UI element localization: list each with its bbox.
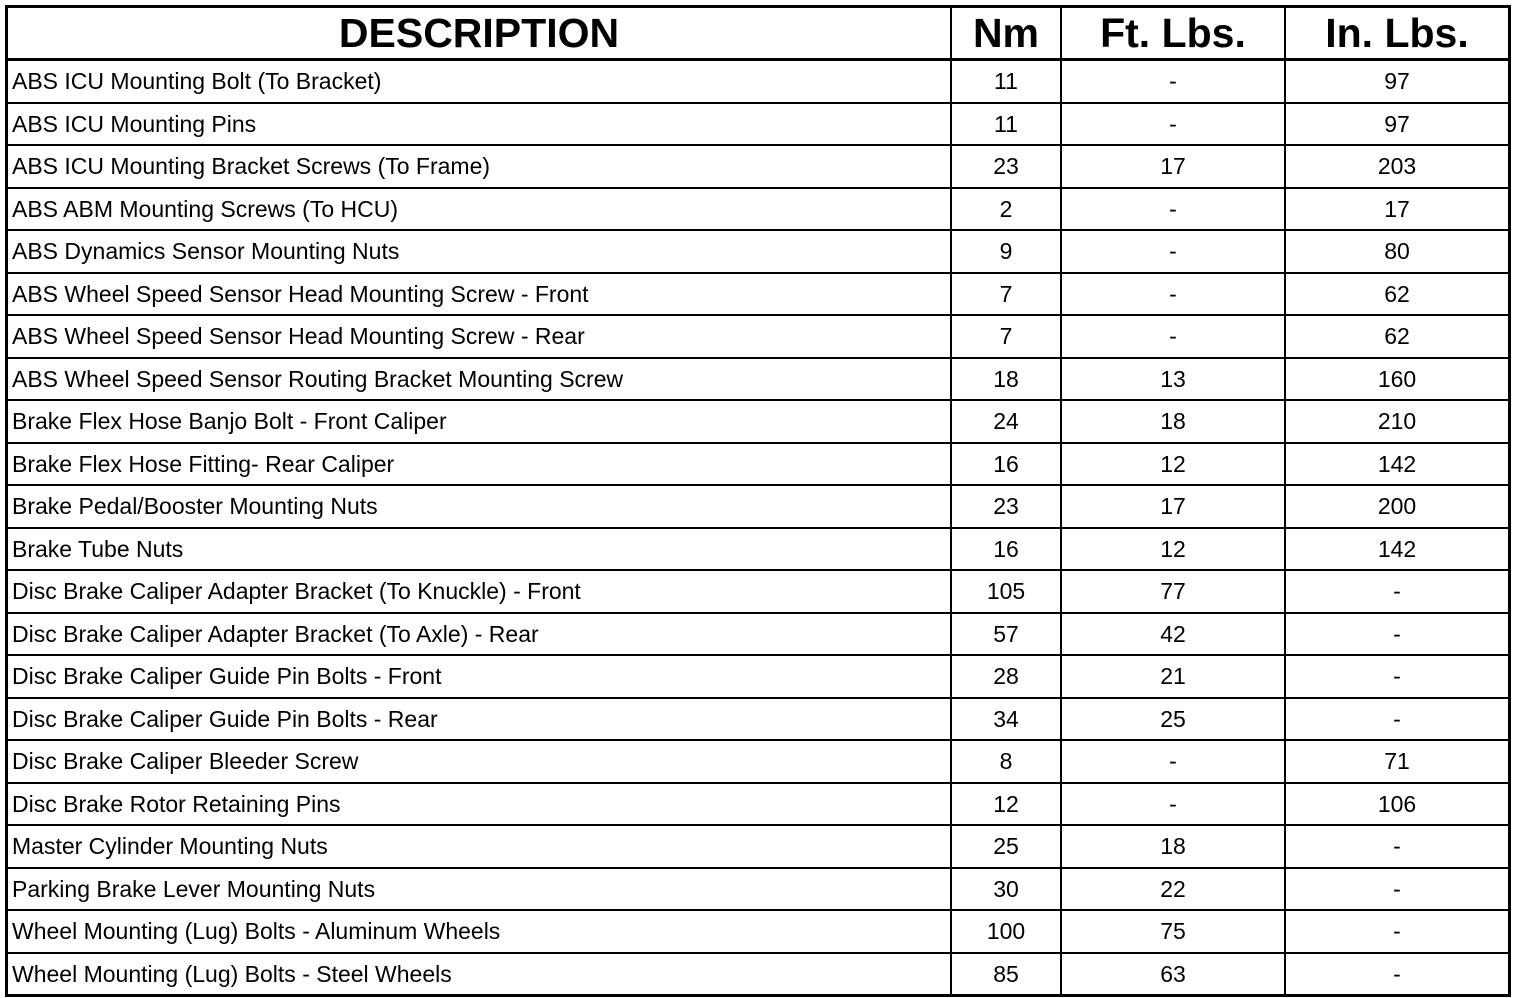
cell-nm: 34	[951, 698, 1061, 741]
table-row	[8, 485, 1508, 528]
table-row	[8, 230, 1508, 273]
cell-in-lbs: 97	[1285, 103, 1508, 146]
cell-nm: 18	[951, 358, 1061, 401]
cell-description: Disc Brake Caliper Adapter Bracket (To Knuckle) - Front	[8, 570, 951, 613]
cell-nm: 11	[951, 103, 1061, 146]
column-header-nm: Nm	[951, 8, 1061, 60]
table-row	[8, 103, 1508, 146]
cell-description: Brake Flex Hose Fitting- Rear Caliper	[8, 443, 951, 486]
cell-in-lbs: -	[1285, 825, 1508, 868]
table-row	[8, 443, 1508, 486]
table-row	[8, 273, 1508, 316]
table-header	[8, 8, 1508, 60]
cell-nm: 57	[951, 613, 1061, 656]
table-row	[8, 613, 1508, 656]
cell-in-lbs: 142	[1285, 528, 1508, 571]
cell-ft-lbs: -	[1061, 103, 1285, 146]
cell-ft-lbs: 42	[1061, 613, 1285, 656]
torque-spec-sheet	[5, 5, 1511, 997]
cell-in-lbs: -	[1285, 910, 1508, 953]
cell-description: Wheel Mounting (Lug) Bolts - Aluminum Wheels	[8, 910, 951, 953]
cell-nm: 100	[951, 910, 1061, 953]
table-row	[8, 528, 1508, 571]
cell-in-lbs: 203	[1285, 145, 1508, 188]
cell-description: ABS Wheel Speed Sensor Routing Bracket Mounting Screw	[8, 358, 951, 401]
cell-nm: 23	[951, 145, 1061, 188]
cell-in-lbs: 160	[1285, 358, 1508, 401]
cell-in-lbs: -	[1285, 655, 1508, 698]
cell-in-lbs: 142	[1285, 443, 1508, 486]
table-row	[8, 60, 1508, 103]
table-row	[8, 570, 1508, 613]
cell-ft-lbs: -	[1061, 188, 1285, 231]
cell-ft-lbs: -	[1061, 273, 1285, 316]
table-row	[8, 953, 1508, 995]
cell-description: ABS Wheel Speed Sensor Head Mounting Screw - Rear	[8, 315, 951, 358]
cell-description: Disc Brake Caliper Bleeder Screw	[8, 740, 951, 783]
table-row	[8, 188, 1508, 231]
cell-in-lbs: 17	[1285, 188, 1508, 231]
cell-description: ABS ICU Mounting Pins	[8, 103, 951, 146]
table-row	[8, 400, 1508, 443]
cell-ft-lbs: -	[1061, 740, 1285, 783]
cell-in-lbs: -	[1285, 868, 1508, 911]
cell-ft-lbs: 63	[1061, 953, 1285, 995]
table-row	[8, 315, 1508, 358]
cell-description: Brake Pedal/Booster Mounting Nuts	[8, 485, 951, 528]
cell-ft-lbs: -	[1061, 60, 1285, 103]
table-row	[8, 145, 1508, 188]
cell-in-lbs: -	[1285, 698, 1508, 741]
cell-in-lbs: -	[1393, 960, 1401, 987]
cell-in-lbs: -	[1285, 570, 1508, 613]
cell-description: ABS Wheel Speed Sensor Head Mounting Screw - Front	[8, 273, 951, 316]
cell-in-lbs: 200	[1285, 485, 1508, 528]
cell-nm: 85	[951, 953, 1061, 995]
cell-ft-lbs: 22	[1061, 868, 1285, 911]
cell-ft-lbs: 12	[1061, 443, 1285, 486]
cell-description: ABS ABM Mounting Screws (To HCU)	[8, 188, 951, 231]
cell-ft-lbs: -	[1061, 783, 1285, 826]
cell-ft-lbs: 17	[1061, 485, 1285, 528]
column-header-description: DESCRIPTION	[8, 8, 951, 60]
cell-nm: 8	[951, 740, 1061, 783]
cell-ft-lbs: 18	[1061, 400, 1285, 443]
cell-nm: 7	[951, 273, 1061, 316]
cell-in-lbs: -	[1285, 613, 1508, 656]
column-header-in-lbs: In. Lbs.	[1285, 8, 1508, 60]
table-row	[8, 868, 1508, 911]
cell-ft-lbs: 77	[1061, 570, 1285, 613]
cell-ft-lbs: 75	[1061, 910, 1285, 953]
cell-description: Disc Brake Rotor Retaining Pins	[8, 783, 951, 826]
cell-description: Master Cylinder Mounting Nuts	[8, 825, 951, 868]
cell-in-lbs: 71	[1285, 740, 1508, 783]
torque-spec-table	[8, 8, 1508, 994]
cell-nm: 11	[951, 60, 1061, 103]
cell-description: Disc Brake Caliper Guide Pin Bolts - Rear	[8, 698, 951, 741]
cell-ft-lbs: -	[1061, 230, 1285, 273]
table-row	[8, 783, 1508, 826]
cell-nm: 7	[951, 315, 1061, 358]
cell-description: Wheel Mounting (Lug) Bolts - Steel Wheels	[8, 953, 951, 995]
cell-ft-lbs: 17	[1061, 145, 1285, 188]
cell-nm: 25	[951, 825, 1061, 868]
cell-description: Parking Brake Lever Mounting Nuts	[8, 868, 951, 911]
cell-in-lbs: 97	[1285, 60, 1508, 103]
table-body	[8, 60, 1508, 995]
cell-nm: 12	[951, 783, 1061, 826]
cell-nm: 105	[951, 570, 1061, 613]
cell-nm: 16	[951, 443, 1061, 486]
cell-ft-lbs: 18	[1061, 825, 1285, 868]
table-row	[8, 358, 1508, 401]
cell-nm: 23	[951, 485, 1061, 528]
cell-in-lbs: 80	[1285, 230, 1508, 273]
cell-nm: 9	[951, 230, 1061, 273]
cell-description: Brake Tube Nuts	[8, 528, 951, 571]
cell-in-lbs: 106	[1285, 783, 1508, 826]
cell-description: ABS ICU Mounting Bolt (To Bracket)	[8, 60, 951, 103]
table-row	[8, 655, 1508, 698]
table-row	[8, 740, 1508, 783]
cell-in-lbs: 62	[1285, 315, 1508, 358]
table-row	[8, 698, 1508, 741]
header-row	[8, 8, 1508, 60]
cell-description: ABS Dynamics Sensor Mounting Nuts	[8, 230, 951, 273]
cell-ft-lbs: 21	[1061, 655, 1285, 698]
column-header-ft-lbs: Ft. Lbs.	[1061, 8, 1285, 60]
table-row	[8, 825, 1508, 868]
cell-description: Disc Brake Caliper Adapter Bracket (To Axle) - Rear	[8, 613, 951, 656]
cell-nm: 30	[951, 868, 1061, 911]
cell-ft-lbs: 25	[1061, 698, 1285, 741]
cell-nm: 16	[951, 528, 1061, 571]
cell-ft-lbs: 12	[1061, 528, 1285, 571]
cell-in-lbs: 62	[1285, 273, 1508, 316]
cell-ft-lbs: 13	[1061, 358, 1285, 401]
cell-ft-lbs: -	[1061, 315, 1285, 358]
cell-nm: 28	[951, 655, 1061, 698]
cell-description: Brake Flex Hose Banjo Bolt - Front Caliper	[8, 400, 951, 443]
cell-description: ABS ICU Mounting Bracket Screws (To Frame)	[8, 145, 951, 188]
cell-nm: 2	[951, 188, 1061, 231]
cell-in-lbs: 210	[1285, 400, 1508, 443]
cell-description: Disc Brake Caliper Guide Pin Bolts - Front	[8, 655, 951, 698]
cell-nm: 24	[951, 400, 1061, 443]
table-row	[8, 910, 1508, 953]
